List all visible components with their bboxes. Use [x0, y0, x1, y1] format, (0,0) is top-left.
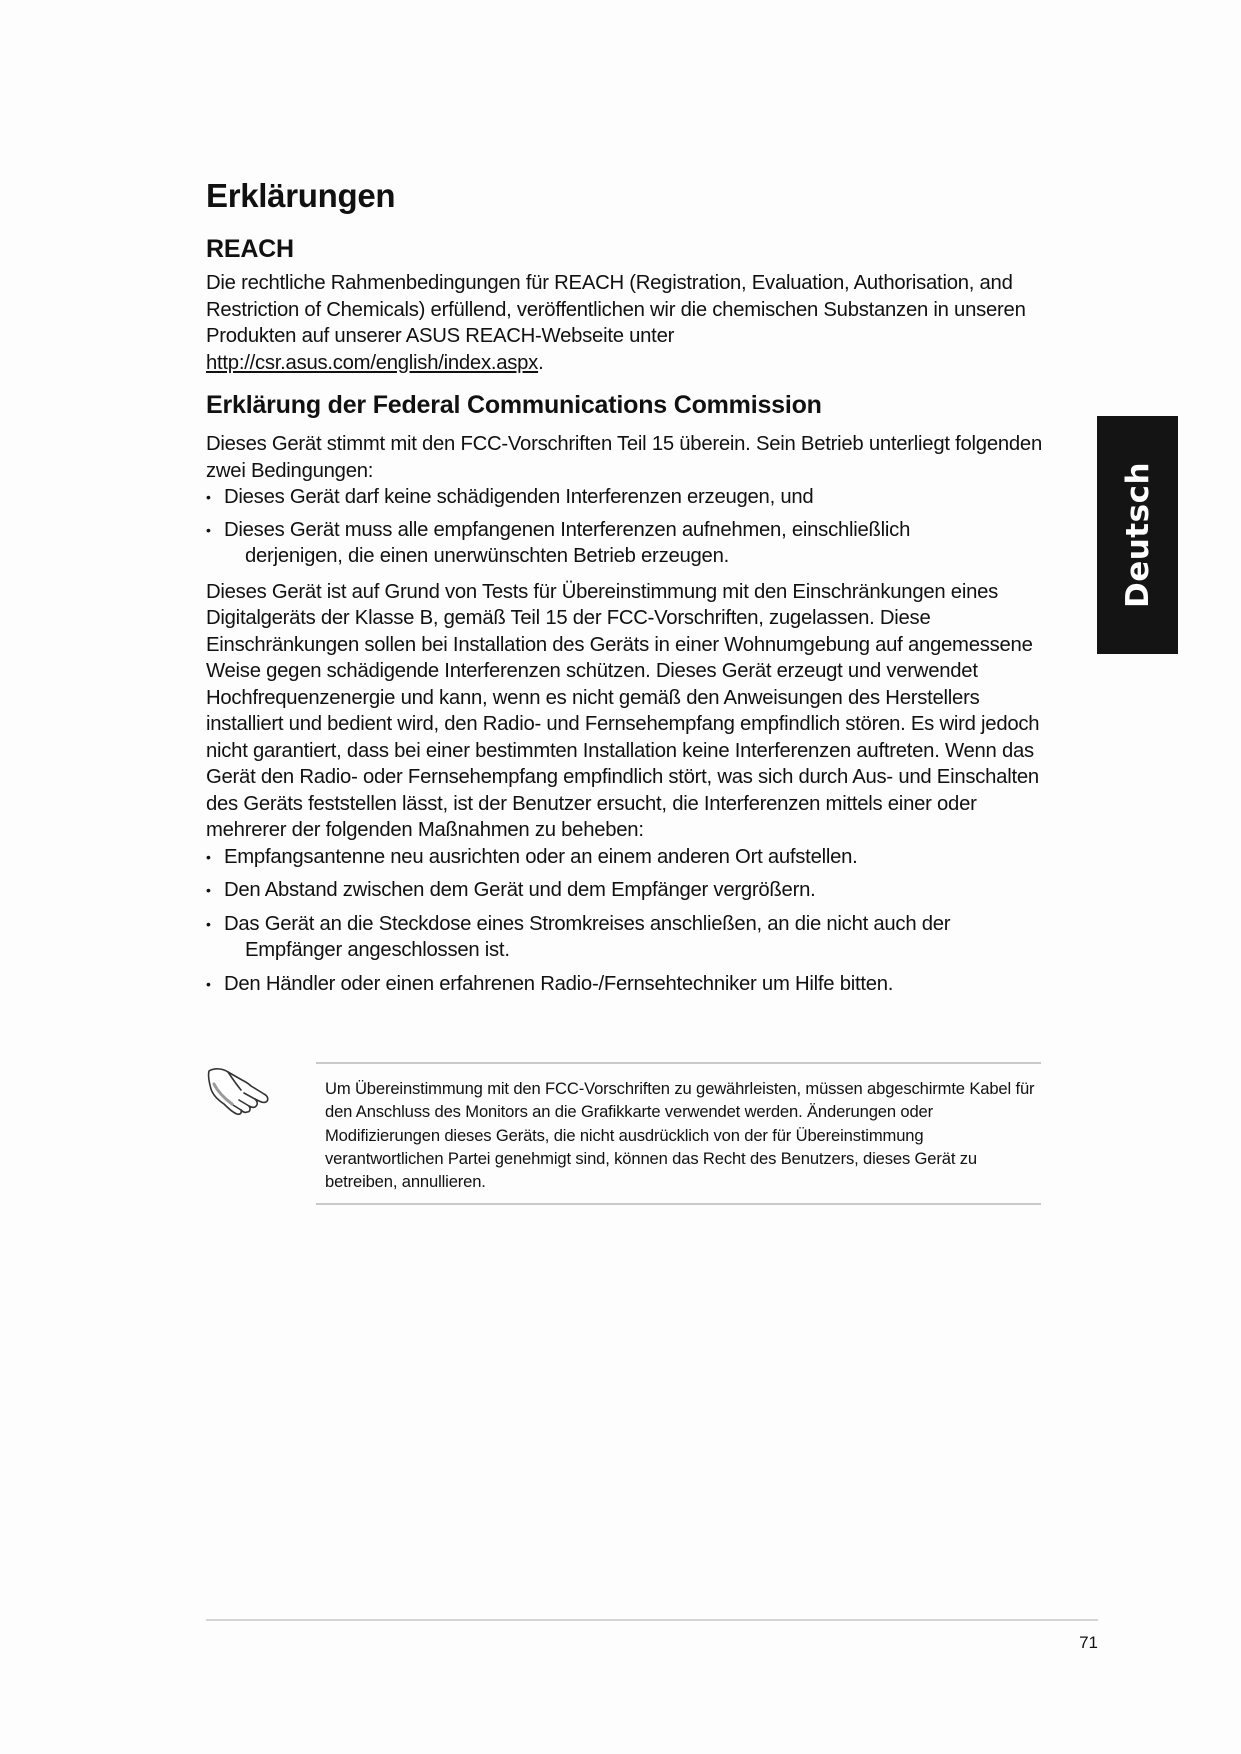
language-side-tab — [1097, 416, 1178, 654]
list-item-text: Das Gerät an die Steckdose eines Stromkreises anschließen, an die nicht auch der — [224, 912, 951, 935]
list-item-text: Empfangsantenne neu ausrichten oder an einem anderen Ort aufstellen. — [224, 845, 858, 868]
reach-body-text: Die rechtliche Rahmenbedingungen für REACH (Registration, Evaluation, Authorisation, and Restriction of Chemicals) erfüllend, veröffentlichen wir die chemischen Substanzen in unseren Produkten auf unserer ASUS REACH-Webseite unter — [206, 272, 1026, 347]
fcc-heading: Erklärung der Federal Communications Commission — [206, 391, 822, 419]
reach-heading: REACH — [206, 235, 294, 263]
main-content — [206, 170, 1056, 997]
note-text: Um Übereinstimmung mit den FCC-Vorschriften zu gewährleisten, müssen abgeschirmte Kabel für den Anschluss des Monitors an die Grafikkarte verwendet werden. Änderungen oder Modifizierungen dieses Geräts, die nicht ausdrücklich von der für Übereinstimmung verantwortlichen Partei genehmigt sind, können das Recht des Benutzers, dieses Gerät zu betreiben, annullieren. — [325, 1079, 1035, 1192]
list-item-continuation: derjenigen, die einen unerwünschten Betrieb erzeugen. — [245, 545, 729, 567]
bullet: • — [206, 521, 211, 538]
list-item — [206, 911, 1056, 964]
fcc-conditions-list — [206, 484, 1056, 570]
reach-body — [206, 270, 1056, 376]
page-number: 71 — [1079, 1633, 1098, 1652]
bullet: • — [206, 882, 211, 898]
reach-link-suffix: . — [538, 351, 544, 374]
bullet: • — [206, 489, 211, 505]
list-item-text: Dieses Gerät darf keine schädigenden Interferenzen erzeugen, und — [224, 486, 814, 508]
bullet: • — [206, 915, 211, 932]
fcc-measures-list — [206, 844, 1056, 998]
list-item — [206, 971, 1056, 998]
list-item — [206, 877, 1056, 904]
bullet: • — [206, 975, 211, 992]
footer-divider — [206, 1619, 1098, 1621]
note-box — [316, 1062, 1041, 1205]
list-item-continuation: Empfänger angeschlossen ist. — [245, 939, 510, 961]
side-tab-label: Deutsch — [1119, 461, 1156, 609]
list-item — [206, 484, 1056, 511]
reach-link[interactable]: http://csr.asus.com/english/index.aspx — [206, 351, 539, 374]
fcc-intro: Dieses Gerät stimmt mit den FCC-Vorschriften Teil 15 überein. Sein Betrieb unterliegt folgenden zwei Bedingungen: — [206, 433, 1042, 482]
page-title: Erklärungen — [206, 177, 396, 214]
list-item-text: Dieses Gerät muss alle empfangenen Interferenzen aufnehmen, einschließlich — [224, 518, 911, 541]
list-item — [206, 844, 1056, 871]
pointing-hand-icon — [206, 1062, 274, 1116]
list-item — [206, 517, 1056, 570]
list-item-text: Den Abstand zwischen dem Gerät und dem Empfänger vergrößern. — [224, 879, 816, 901]
bullet: • — [206, 848, 211, 865]
list-item-text: Den Händler oder einen erfahrenen Radio-/Fernsehtechniker um Hilfe bitten. — [224, 972, 894, 995]
fcc-detail: Dieses Gerät ist auf Grund von Tests für Übereinstimmung mit den Einschränkungen eines Digitalgeräts der Klasse B, gemäß Teil 15 der FCC-Vorschriften, zugelassen. Diese Einschränkungen sollen bei Installation des Geräts in einer Wohnumgebung auf angemessene Weise gegen schädigende Interferenzen schützen. Dieses Gerät erzeugt und verwendet Hochfrequenzenergie und kann, wenn es nicht gemäß den Anweisungen des Herstellers installiert und bedient wird, den Radio- und Fernsehempfang empfindlich stören. Es wird jedoch nicht garantiert, dass bei einer bestimmten Installation keine Interferenzen auftreten. Wenn das Gerät den Radio- oder Fernsehempfang empfindlich stört, was sich durch Aus- und Einschalten des Geräts feststellen lässt, ist der Benutzer ersucht, die Interferenzen mittels einer oder mehrerer der folgenden Maßnahmen zu beheben: — [206, 580, 1040, 841]
